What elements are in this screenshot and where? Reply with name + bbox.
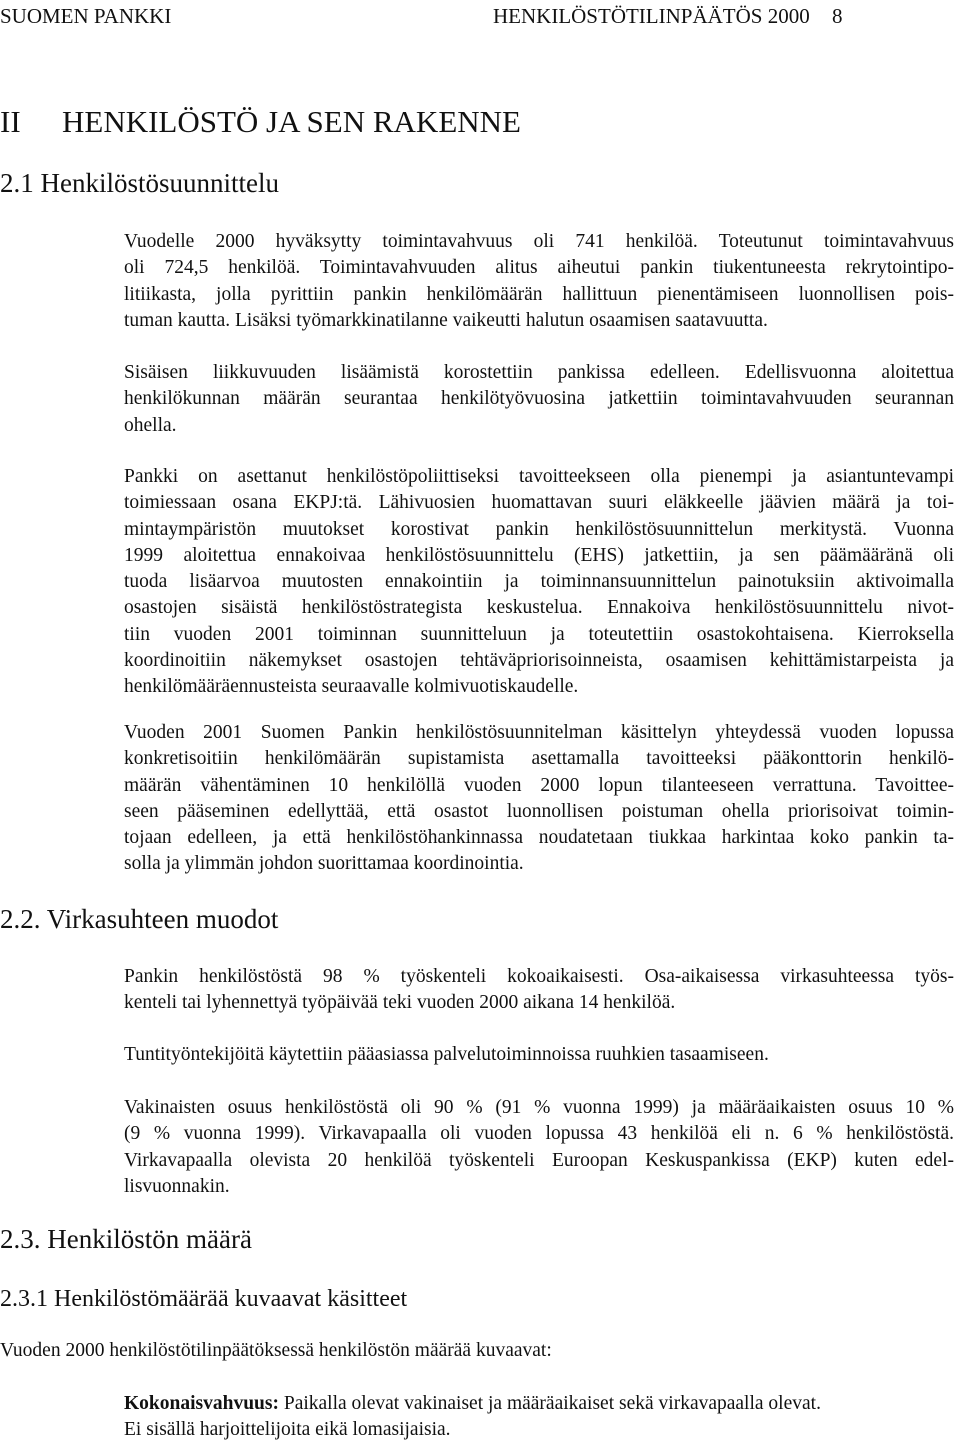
- text-line: Vakinaisten osuus henkilöstöstä oli 90 % (91 % vuonna 1999) ja määräaikaisten osuus 10 %: [124, 1097, 954, 1118]
- text-line: kenteli tai lyhennettyä työpäivää teki vuoden 2000 aikana 14 henkilöä.: [124, 992, 676, 1014]
- concepts-intro: Vuoden 2000 henkilöstötilinpäätöksessä henkilöstön määrää kuvaavat:: [0, 1340, 552, 1361]
- definition-line: [124, 1391, 954, 1417]
- text-line: solla ja ylimmän johdon suorittamaa koordinointia.: [124, 853, 524, 875]
- text-line: määrän vähentäminen 10 henkilöllä vuoden 2000 lopun tilanteeseen verrattuna. Tavoittee-: [124, 774, 954, 796]
- section-2-3-heading: 2.3. Henkilöstön määrä: [0, 1224, 252, 1254]
- paragraph-2-1-2: [124, 360, 954, 439]
- text-line: seen pääseminen edellyttää, että osastot luonnollisen poistuman ohella priorisoivat toimin-: [124, 800, 954, 822]
- text-line: tojaan edelleen, ja että henkilöstöhankinnassa noudatetaan tiukkaa harkintaa koko pankin ta-: [124, 827, 954, 849]
- paragraph-2-1-3: [124, 464, 954, 701]
- text-line: oli 724,5 henkilöä. Toimintavahvuuden alitus aiheutui pankin tiukentuneesta rekrytointipo-: [124, 257, 954, 279]
- header-page-number: 8: [832, 4, 843, 28]
- text-line: Pankin henkilöstöstä 98 % työskenteli kokoaikaisesti. Osa-aikaisessa virkasuhteessa työs-: [124, 966, 954, 987]
- definition-term: Kokonaisvahvuus:: [124, 1393, 279, 1414]
- section-2-1-heading: 2.1 Henkilöstösuunnittelu: [0, 168, 279, 198]
- text-line: tiin vuoden 2001 toiminnan suunnitteluun ja toteutettiin osastokohtaisena. Kierroksella: [124, 623, 954, 645]
- text-line: henkilökunnan määrän seurantaa henkilötyövuosina jatkettiin toimintavahvuuden seurannan: [124, 388, 954, 410]
- section-2-3-1-heading: 2.3.1 Henkilöstömäärää kuvaavat käsitteet: [0, 1286, 408, 1312]
- text-line: Sisäisen liikkuvuuden lisäämistä korostettiin pankissa edelleen. Edellisvuonna aloitettua: [124, 362, 954, 383]
- text-line: (9 % vuonna 1999). Virkavapaalla oli vuoden lopussa 43 henkilöä eli n. 6 % henkilöstöstä.: [124, 1123, 954, 1145]
- text-line: 1999 aloitettua ennakoivaa henkilöstösuunnittelu (EHS) jatkettiin, ja sen päämääränä oli: [124, 544, 954, 566]
- text-line: litiikasta, jolla pyrittiin pankin henkilömäärän hallittuun pienentämiseen luonnollisen pois-: [124, 283, 954, 305]
- text-line: Virkavapaalla olevista 20 henkilöä työskenteli Euroopan Keskuspankissa (EKP) kuten edel-: [124, 1149, 954, 1171]
- section-2-title: HENKILÖSTÖ JA SEN RAKENNE: [62, 104, 521, 139]
- text-line: konkretisoitiin henkilömäärän supistamista asettamalla tavoitteeksi pääkonttorin henkilö-: [124, 748, 954, 770]
- text-line: lisvuonnakin.: [124, 1175, 230, 1197]
- paragraph-2-2-2: [124, 1042, 954, 1068]
- text-line: osastojen sisäistä henkilöstöstrategista keskustelua. Ennakoiva henkilöstösuunnittelu nivot-: [124, 597, 954, 619]
- section-2-number: II: [0, 104, 21, 139]
- text-line: mintaympäristön muutokset korostivat pankin henkilöstösuunnittelun merkitystä. Vuonna: [124, 518, 954, 540]
- text-line: Vuodelle 2000 hyväksytty toimintavahvuus oli 741 henkilöä. Toteutunut toimintavahvuus: [124, 231, 954, 252]
- definition-kokonaisvahvuus: [124, 1391, 954, 1444]
- text-line: Tuntityöntekijöitä käytettiin pääasiassa palvelutoiminnoissa ruuhkien tasaamiseen.: [124, 1044, 769, 1065]
- paragraph-2-1-1: [124, 229, 954, 334]
- paragraph-2-2-3: [124, 1095, 954, 1200]
- paragraph-2-1-4: [124, 720, 954, 878]
- text-line: toimiessaan osana EKPJ:tä. Lähivuosien huomattavan suuri eläkkeelle jäävien määrä ja toi-: [124, 492, 954, 514]
- definition-text: Paikalla olevat vakinaiset ja määräaikaiset sekä virkavapaalla olevat.: [278, 1393, 821, 1414]
- text-line: Vuoden 2001 Suomen Pankin henkilöstösuunnitelman käsittelyn yhteydessä vuoden lopussa: [124, 722, 954, 743]
- header-report-title: HENKILÖSTÖTILINPÄÄTÖS 2000: [493, 4, 810, 28]
- header-org: SUOMEN PANKKI: [0, 4, 172, 28]
- text-line: koordinoitiin näkemykset osastojen tehtäväpriorisoinneista, osaamisen kehittämistarpeista ja: [124, 650, 954, 672]
- text-line: ohella.: [124, 414, 177, 436]
- text-line: henkilömääräennusteista seuraavalle kolmivuotiskaudelle.: [124, 676, 579, 698]
- text-line: tuman kautta. Lisäksi työmarkkinatilanne vaikeutti halutun osaamisen saatavuutta.: [124, 309, 768, 331]
- text-line: tuoda lisäarvoa muutosten ennakointiin ja toiminnansuunnittelun painotuksiin aktivoimalla: [124, 571, 954, 593]
- definition-line-2: Ei sisällä harjoittelijoita eikä lomasijaisia.: [124, 1419, 451, 1441]
- text-line: Pankki on asettanut henkilöstöpoliittiseksi tavoitteekseen olla pienempi ja asiantuntevampi: [124, 466, 954, 487]
- section-2-2-heading: 2.2. Virkasuhteen muodot: [0, 904, 279, 934]
- paragraph-2-2-1: [124, 964, 954, 1017]
